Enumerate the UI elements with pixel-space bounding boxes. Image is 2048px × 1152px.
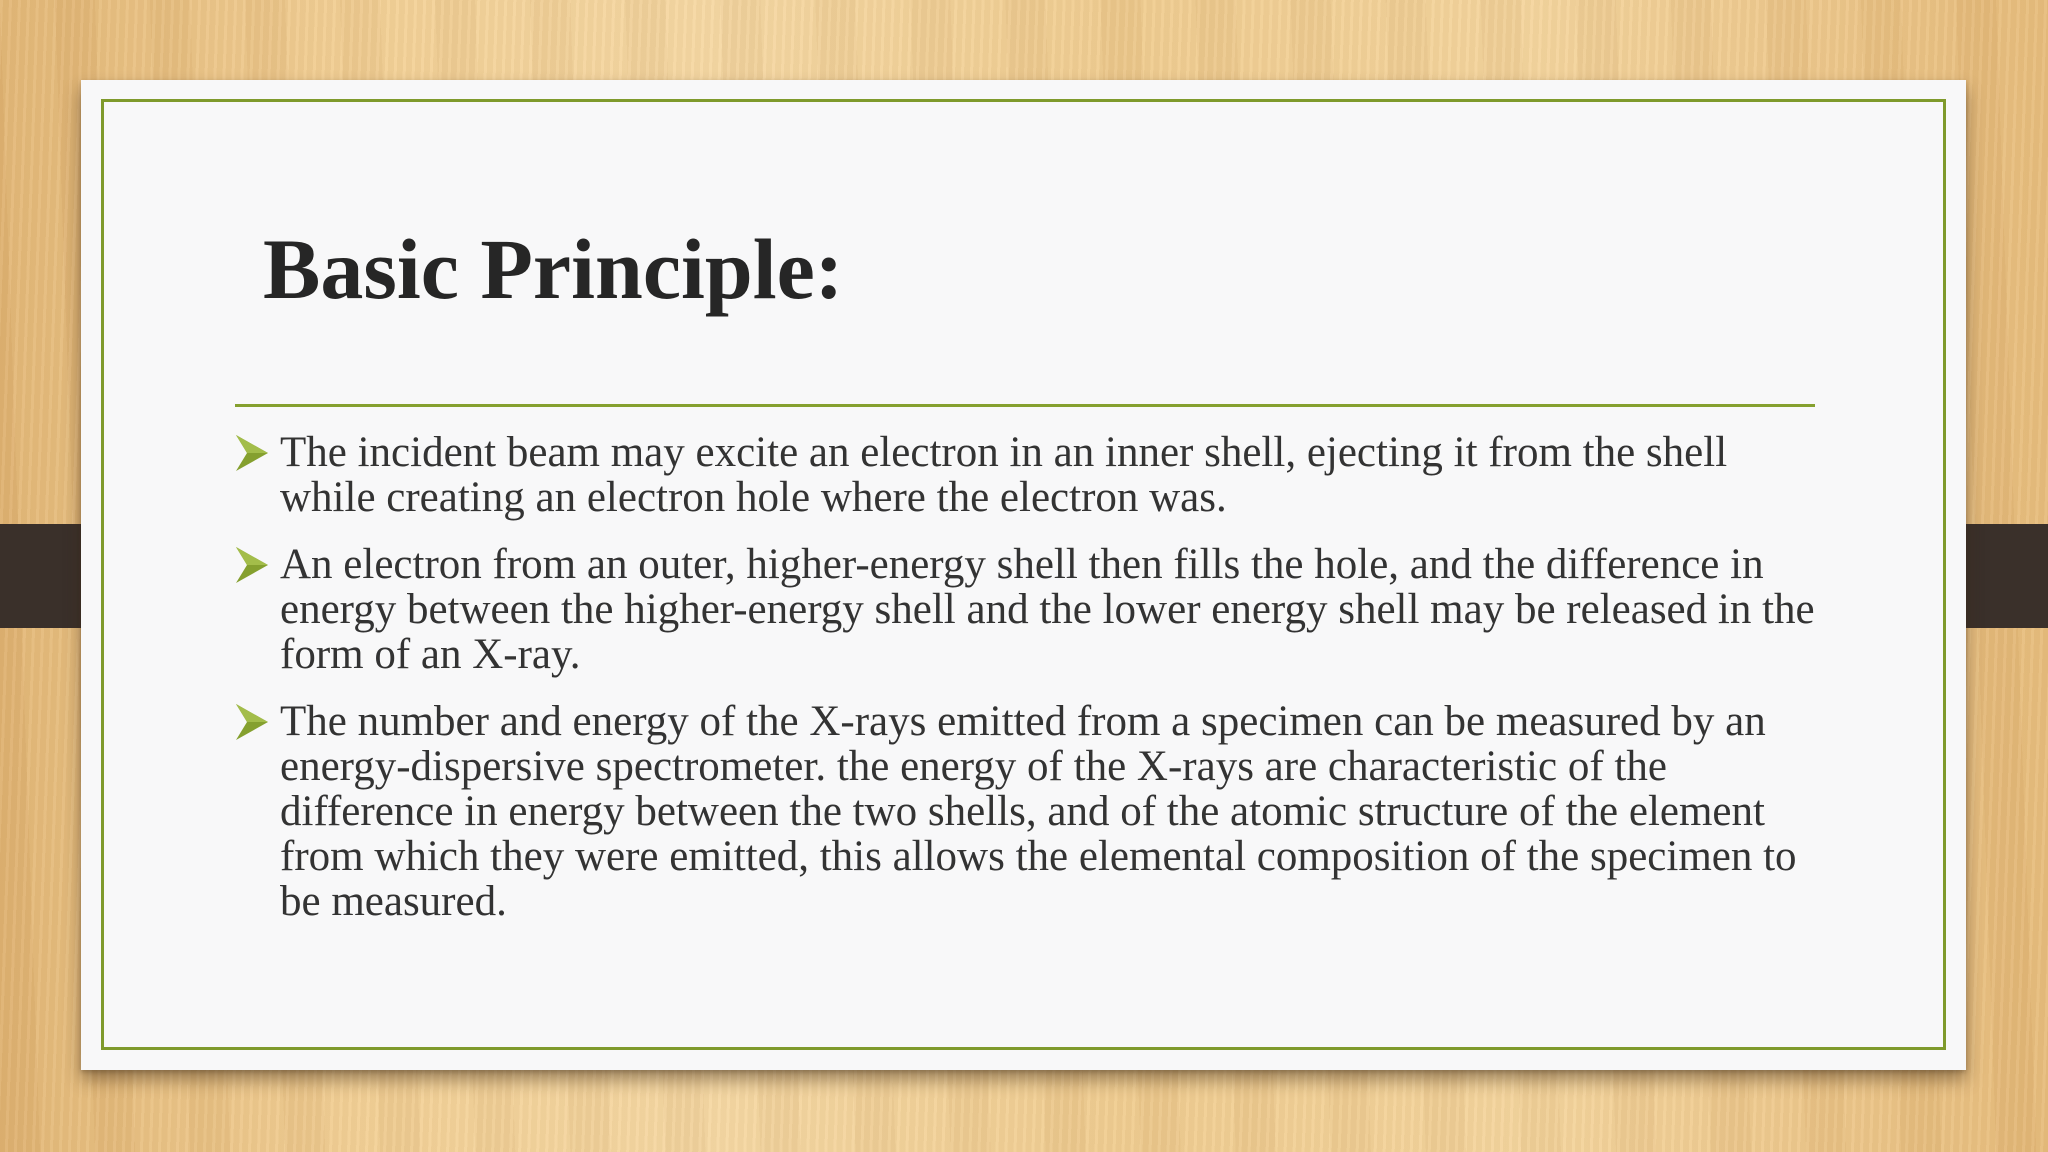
slide-card: [81, 80, 1966, 1070]
slide-title: Basic Principle:: [263, 221, 844, 317]
arrowhead-bullet-icon: [234, 702, 270, 742]
title-divider: [235, 404, 1815, 407]
bullet-item: [234, 699, 1824, 924]
bullet-text: The incident beam may excite an electron in an inner shell, ejecting it from the shell while creating an electron hole where the electron was.: [280, 429, 1728, 521]
arrowhead-bullet-icon: [234, 545, 270, 585]
bullet-text: The number and energy of the X-rays emitted from a specimen can be measured by an energy-dispersive spectrometer. the energy of the X-rays are characteristic of the difference in energy between the two shells, and of the atomic structure of the element from which they were emitted, this allows the elemental composition of the specimen to be measured.: [280, 698, 1797, 925]
bullet-list: [234, 430, 1824, 946]
arrowhead-bullet-icon: [234, 433, 270, 473]
bullet-item: [234, 542, 1824, 677]
bullet-item: [234, 430, 1824, 520]
bullet-text: An electron from an outer, higher-energy shell then fills the hole, and the difference in energy between the higher-energy shell and the lower energy shell may be released in the form of an X-ray.: [280, 541, 1815, 678]
